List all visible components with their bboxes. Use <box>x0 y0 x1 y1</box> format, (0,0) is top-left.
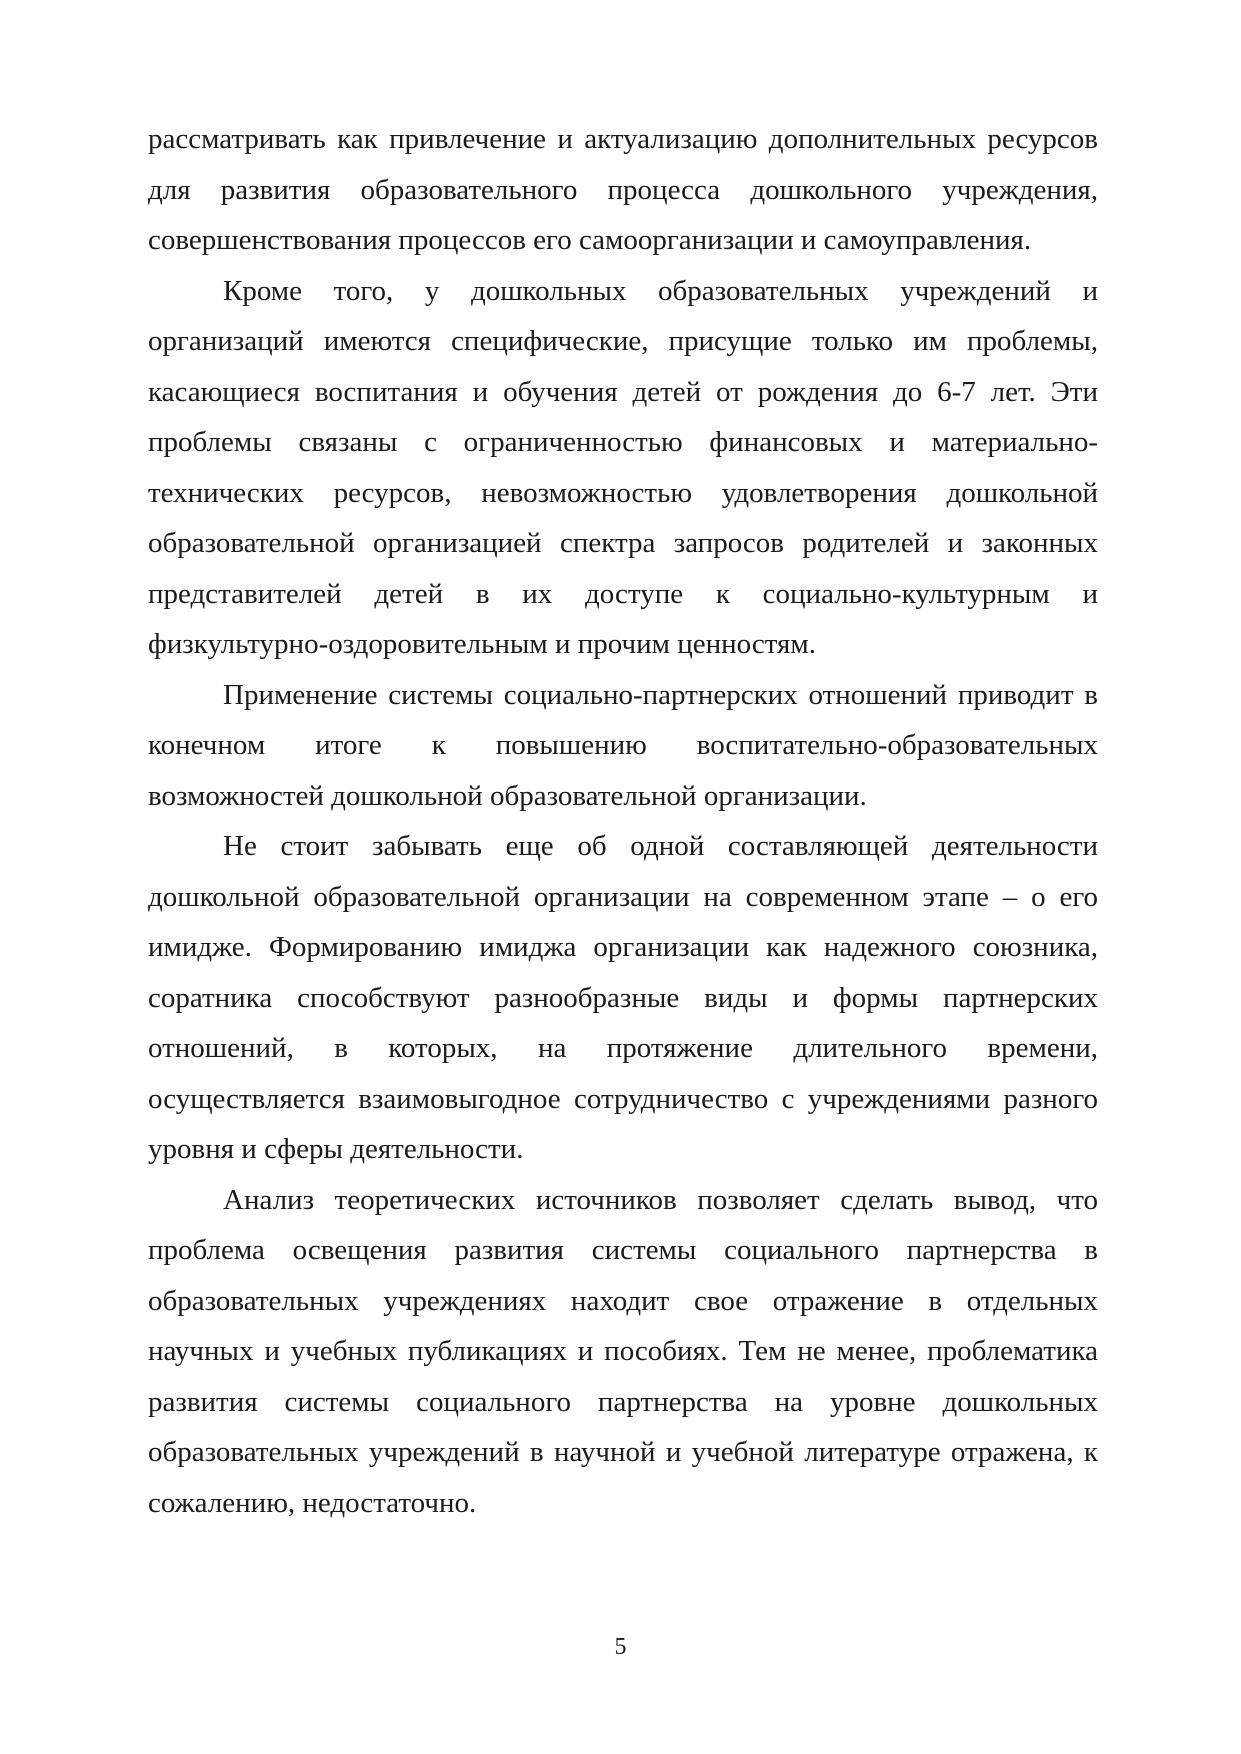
paragraph-partnership-system: Применение системы социально-партнерских отношений приводит в конечном итоге к повышению воспитательно-образовательных возможностей дошкольной образовательной организации. <box>148 678 1098 812</box>
page-body <box>148 114 1098 1528</box>
paragraph-specific-problems: Кроме того, у дошкольных образовательных учреждений и организаций имеются специфические, присущие только им проблемы, касающиеся воспитания и обучения детей от рождения до 6-7 лет. Эти проблемы связаны с ограниченностью финансовых и материально-технических ресурсов, невозможностью удовлетворения дошкольной образовательной организацией спектра запросов родителей и законных представителей детей в их доступе к социально-культурным и физкультурно-оздоровительным и прочим ценностям. <box>148 274 1098 660</box>
page-number: 5 <box>614 1634 627 1660</box>
paragraph-analysis: Анализ теоретических источников позволяет сделать вывод, что проблема освещения развития системы социального партнерства в образовательных учреждениях находит свое отражение в отдельных научных и учебных публикациях и пособиях. Тем не менее, проблематика развития системы социального партнерства на уровне дошкольных образовательных учреждений в научной и учебной литературе отражена, к сожалению, недостаточно. <box>148 1183 1098 1519</box>
paragraph-continuation: рассматривать как привлечение и актуализацию дополнительных ресурсов для развития образовательного процесса дошкольного учреждения, совершенствования процессов его самоорганизации и самоуправления. <box>148 123 1098 256</box>
paragraph-image: Не стоит забывать еще об одной составляющей деятельности дошкольной образовательной организации на современном этапе – о его имидже. Формированию имиджа организации как надежного союзника, соратника способствуют разнообразные виды и формы партнерских отношений, в которых, на протяжение длительного времени, осуществляется взаимовыгодное сотрудничество с учреждениями разного уровня и сферы деятельности. <box>148 830 1098 1165</box>
